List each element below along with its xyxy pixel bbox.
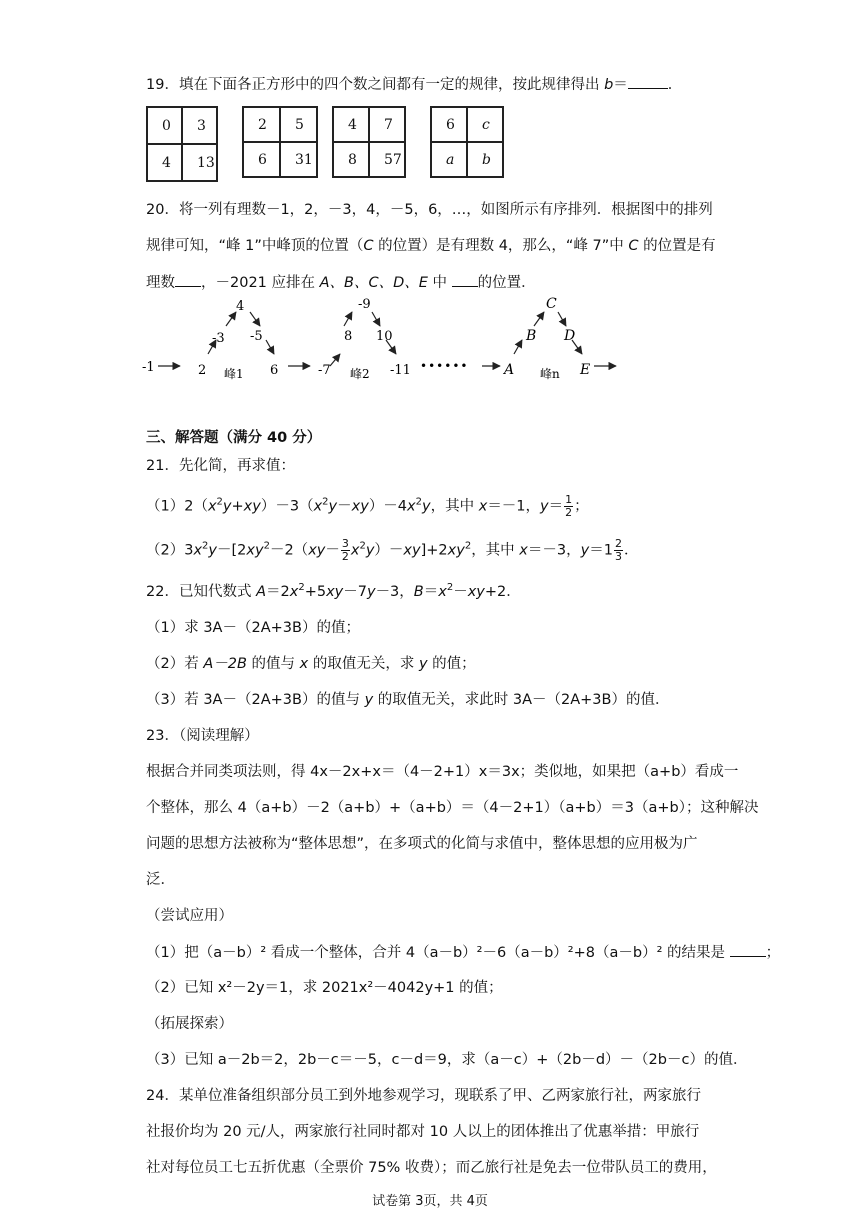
q23-read-1: 根据合并同类项法则，得 4x－2x+x＝（4－2+1）x＝3x；类似地，如果把（a+b）看成一 xyxy=(146,764,739,780)
q19-text xyxy=(146,74,682,95)
q23-try-2: （2）已知 x²－2y＝1，求 2021x²－4042y+1 的值； xyxy=(146,980,503,996)
q20-line2 xyxy=(146,236,716,256)
q22-l0e: －3， xyxy=(375,584,414,600)
square-cell: a xyxy=(431,142,467,177)
square-cell: 3 xyxy=(182,107,217,144)
diag-pn-d: D xyxy=(564,328,576,344)
diag-label-n: 峰n xyxy=(540,367,560,381)
q21-p2-frac2 xyxy=(614,538,623,563)
square-cell: 8 xyxy=(333,142,369,177)
q22-l0b: ＝2 xyxy=(265,584,290,600)
q21-p2c: －2（ xyxy=(269,542,309,559)
q22-l2d: x xyxy=(299,656,309,672)
diag-p2-b: -9 xyxy=(358,297,371,312)
q19-var: b xyxy=(604,77,614,93)
q23-t1b: ； xyxy=(765,945,781,961)
q21-p1c: ）－4 xyxy=(368,498,408,515)
square-cell: 6 xyxy=(431,107,467,142)
q20-l3e: 的位置． xyxy=(477,275,536,291)
diag-pn-b: B xyxy=(526,328,537,344)
square-cell: 13 xyxy=(182,144,217,181)
q22-l0d: －7 xyxy=(343,584,367,600)
square-1 xyxy=(146,106,218,182)
frac-den: 3 xyxy=(614,550,622,563)
q22-part3 xyxy=(146,690,670,710)
q21-title: 21．先化简，再求值： xyxy=(146,458,295,474)
q20-line3 xyxy=(146,272,536,293)
q19-stem: 19．填在下面各正方形中的四个数之间都有一定的规律，按此规律得出 xyxy=(146,77,605,93)
q21-p2f: ，其中 xyxy=(471,542,520,559)
q21-p1b: ）－3（ xyxy=(260,498,314,515)
q20-l3c: A、B、C、D、E xyxy=(319,275,428,291)
q22-l2e: 的取值无关，求 xyxy=(308,656,419,672)
q22-l0c: +5 xyxy=(304,584,327,600)
q23-read-4: 泛． xyxy=(146,872,175,888)
diag-p1-b: -3 xyxy=(212,331,225,346)
q22-part1: （1）求 3A－（2A+3B）的值； xyxy=(146,620,360,636)
page-footer: 试卷第 3页，共 4页 xyxy=(372,1194,488,1209)
q22-stem: 22．已知代数式 $A=2x^2+5xy-7y-3$，$B=x^2-xy+2$． xyxy=(146,582,521,600)
q22-l2g: 的值； xyxy=(427,656,476,672)
diag-p2-c: 10 xyxy=(376,329,393,344)
square-cell: 7 xyxy=(369,107,405,142)
q23-t1a: （1）把（a－b）² 看成一个整体，合并 4（a－b）²－6（a－b）²+8（a－b）² 的结果是 xyxy=(146,945,730,961)
q20-l2d: C xyxy=(628,238,639,254)
peak-diagram xyxy=(136,292,636,382)
q20-l3d: 中 xyxy=(427,275,452,291)
q23-ext-heading: （拓展探索） xyxy=(146,1016,233,1032)
q21-p1d: ，其中 xyxy=(430,498,479,515)
q21-p2b: －[2 xyxy=(217,542,247,559)
square-3 xyxy=(332,106,406,178)
q21-p2d: ）－ xyxy=(374,542,404,559)
q20-l2b: 的位置）是有理数 4，那么，“峰 7”中 xyxy=(373,238,629,254)
q23-try-1 xyxy=(146,942,780,963)
q20-l2e: 的位置是有 xyxy=(638,238,716,254)
q21-p2i: ． xyxy=(623,542,639,559)
q21-p1e: ＝－1， xyxy=(487,498,541,515)
square-cell: 57 xyxy=(369,142,405,177)
q22-part2 xyxy=(146,654,476,674)
frac-den: 2 xyxy=(565,506,573,519)
diag-pn-e: E xyxy=(580,362,591,378)
square-cell: 31 xyxy=(280,142,317,177)
diag-label-1: 峰1 xyxy=(224,367,244,381)
q23-try-heading: （尝试应用） xyxy=(146,908,233,924)
q20-l2a: 规律可知，“峰 1”中峰顶的位置（ xyxy=(146,238,364,254)
q23-read-2: 个整体，那么 4（a+b）－2（a+b）+（a+b）＝（4－2+1）（a+b）＝3（a+b）；这种解决 xyxy=(146,800,759,816)
q21-p1-frac xyxy=(564,494,573,519)
q22-l3c: 的取值无关，求此时 3A－（2A+3B）的值． xyxy=(373,692,670,708)
diag-label-2: 峰2 xyxy=(350,367,370,381)
q21-p2h: ＝1 xyxy=(589,542,613,559)
diag-start: -1 xyxy=(142,360,155,375)
square-cell: 5 xyxy=(280,107,317,142)
q22-l3a: （3）若 3A－（2A+3B）的值与 xyxy=(146,692,365,708)
q21-p2e: ]+2 xyxy=(420,542,448,559)
q20-blank-1[interactable] xyxy=(175,272,201,287)
q21-p1f: ＝ xyxy=(548,498,564,515)
diag-dots: •••••• xyxy=(420,359,469,373)
diag-p1-a: 2 xyxy=(198,363,207,378)
frac-num: 2 xyxy=(614,537,622,550)
q23-title: 23．（阅读理解） xyxy=(146,728,259,744)
square-2 xyxy=(242,106,318,178)
q20-l3b: ，－2021 应排在 xyxy=(201,275,320,291)
diag-p1-e: 6 xyxy=(270,363,279,378)
q23-answer-blank[interactable] xyxy=(730,942,766,957)
diag-p2-d: -11 xyxy=(390,363,411,378)
frac-num: 1 xyxy=(565,493,573,506)
q24-line2: 社报价均为 20 元/人，两家旅行社同时都对 10 人以上的团体推出了优惠举措：甲旅行 xyxy=(146,1124,700,1140)
square-cell: b xyxy=(467,142,503,177)
q21-p2-frac xyxy=(341,538,350,563)
q21-part1: $(1)2(x^2y+xy)-3(x^2y-xy)-4x^2y$，其中 x＝－1，y＝ $\frac{1}{2}$ ； xyxy=(146,493,589,519)
diag-mid: -7 xyxy=(318,363,331,378)
square-cell: 6 xyxy=(243,142,280,177)
q23-read-3: 问题的思想方法被称为“整体思想”，在多项式的化简与求值中，整体思想的应用极为广 xyxy=(146,836,698,852)
q21-part2: $(2)3x^2y-[2xy^2-2(xy-$ $\frac{3}{2}$ $x^2y)-xy]+2xy^2$，其中 x＝－3，y＝1 $\frac{2}{3}$ ． xyxy=(146,537,639,563)
q24-line3: 社对每位员工七五折优惠（全票价 75% 收费）；而乙旅行社是免去一位带队员工的费用， xyxy=(146,1160,717,1176)
square-4 xyxy=(430,106,504,178)
diag-pn-c: C xyxy=(546,296,557,312)
frac-den: 2 xyxy=(341,550,349,563)
q22-l2f: y xyxy=(418,656,428,672)
q22-l3b: y xyxy=(364,692,374,708)
diag-p1-c: 4 xyxy=(236,299,245,314)
q22-l2b: A－2B xyxy=(203,656,247,672)
square-cell: 0 xyxy=(147,107,182,144)
frac-num: 3 xyxy=(341,537,349,550)
section-3-title: 三、解答题（满分 40 分） xyxy=(146,430,322,446)
q21-p1g: ； xyxy=(574,498,589,515)
q20-l2c: C xyxy=(363,238,374,254)
q22-l0f: ＝ xyxy=(423,584,439,600)
square-cell: 4 xyxy=(147,144,182,181)
q20-line1: 20．将一列有理数－1，2，－3，4，－5，6，…，如图所示有序排列．根据图中的排列 xyxy=(146,202,713,218)
diag-p1-d: -5 xyxy=(250,329,263,344)
q24-line1: 24．某单位准备组织部分员工到外地参观学习，现联系了甲、乙两家旅行社，两家旅行 xyxy=(146,1088,701,1104)
square-cell: 2 xyxy=(243,107,280,142)
q20-l3a: 理数 xyxy=(146,275,175,291)
diag-p2-a: 8 xyxy=(344,329,353,344)
q22-l0g: － xyxy=(453,584,468,600)
q21-p2a: （2）3 xyxy=(146,542,194,559)
q22-l2c: 的值与 xyxy=(246,656,300,672)
q19-answer-blank[interactable] xyxy=(628,74,668,89)
q20-blank-2[interactable] xyxy=(452,272,478,287)
q19-end: ． xyxy=(667,77,683,93)
q23-ext-3: （3）已知 a－2b＝2，2b－c＝－5，c－d＝9，求（a－c）+（2b－d）－（2b－c）的值． xyxy=(146,1052,748,1068)
q21-p2g: ＝－3， xyxy=(527,542,581,559)
square-cell: c xyxy=(467,107,503,142)
square-cell: 4 xyxy=(333,107,369,142)
q22-l0h: +2． xyxy=(484,584,521,600)
diag-pn-a: A xyxy=(504,362,515,378)
q21-p1a: （1）2（ xyxy=(146,498,208,515)
q22-l2a: （2）若 xyxy=(146,656,204,672)
q22-l0a: 22．已知代数式 xyxy=(146,584,257,600)
q19-eq: ＝ xyxy=(613,77,628,93)
